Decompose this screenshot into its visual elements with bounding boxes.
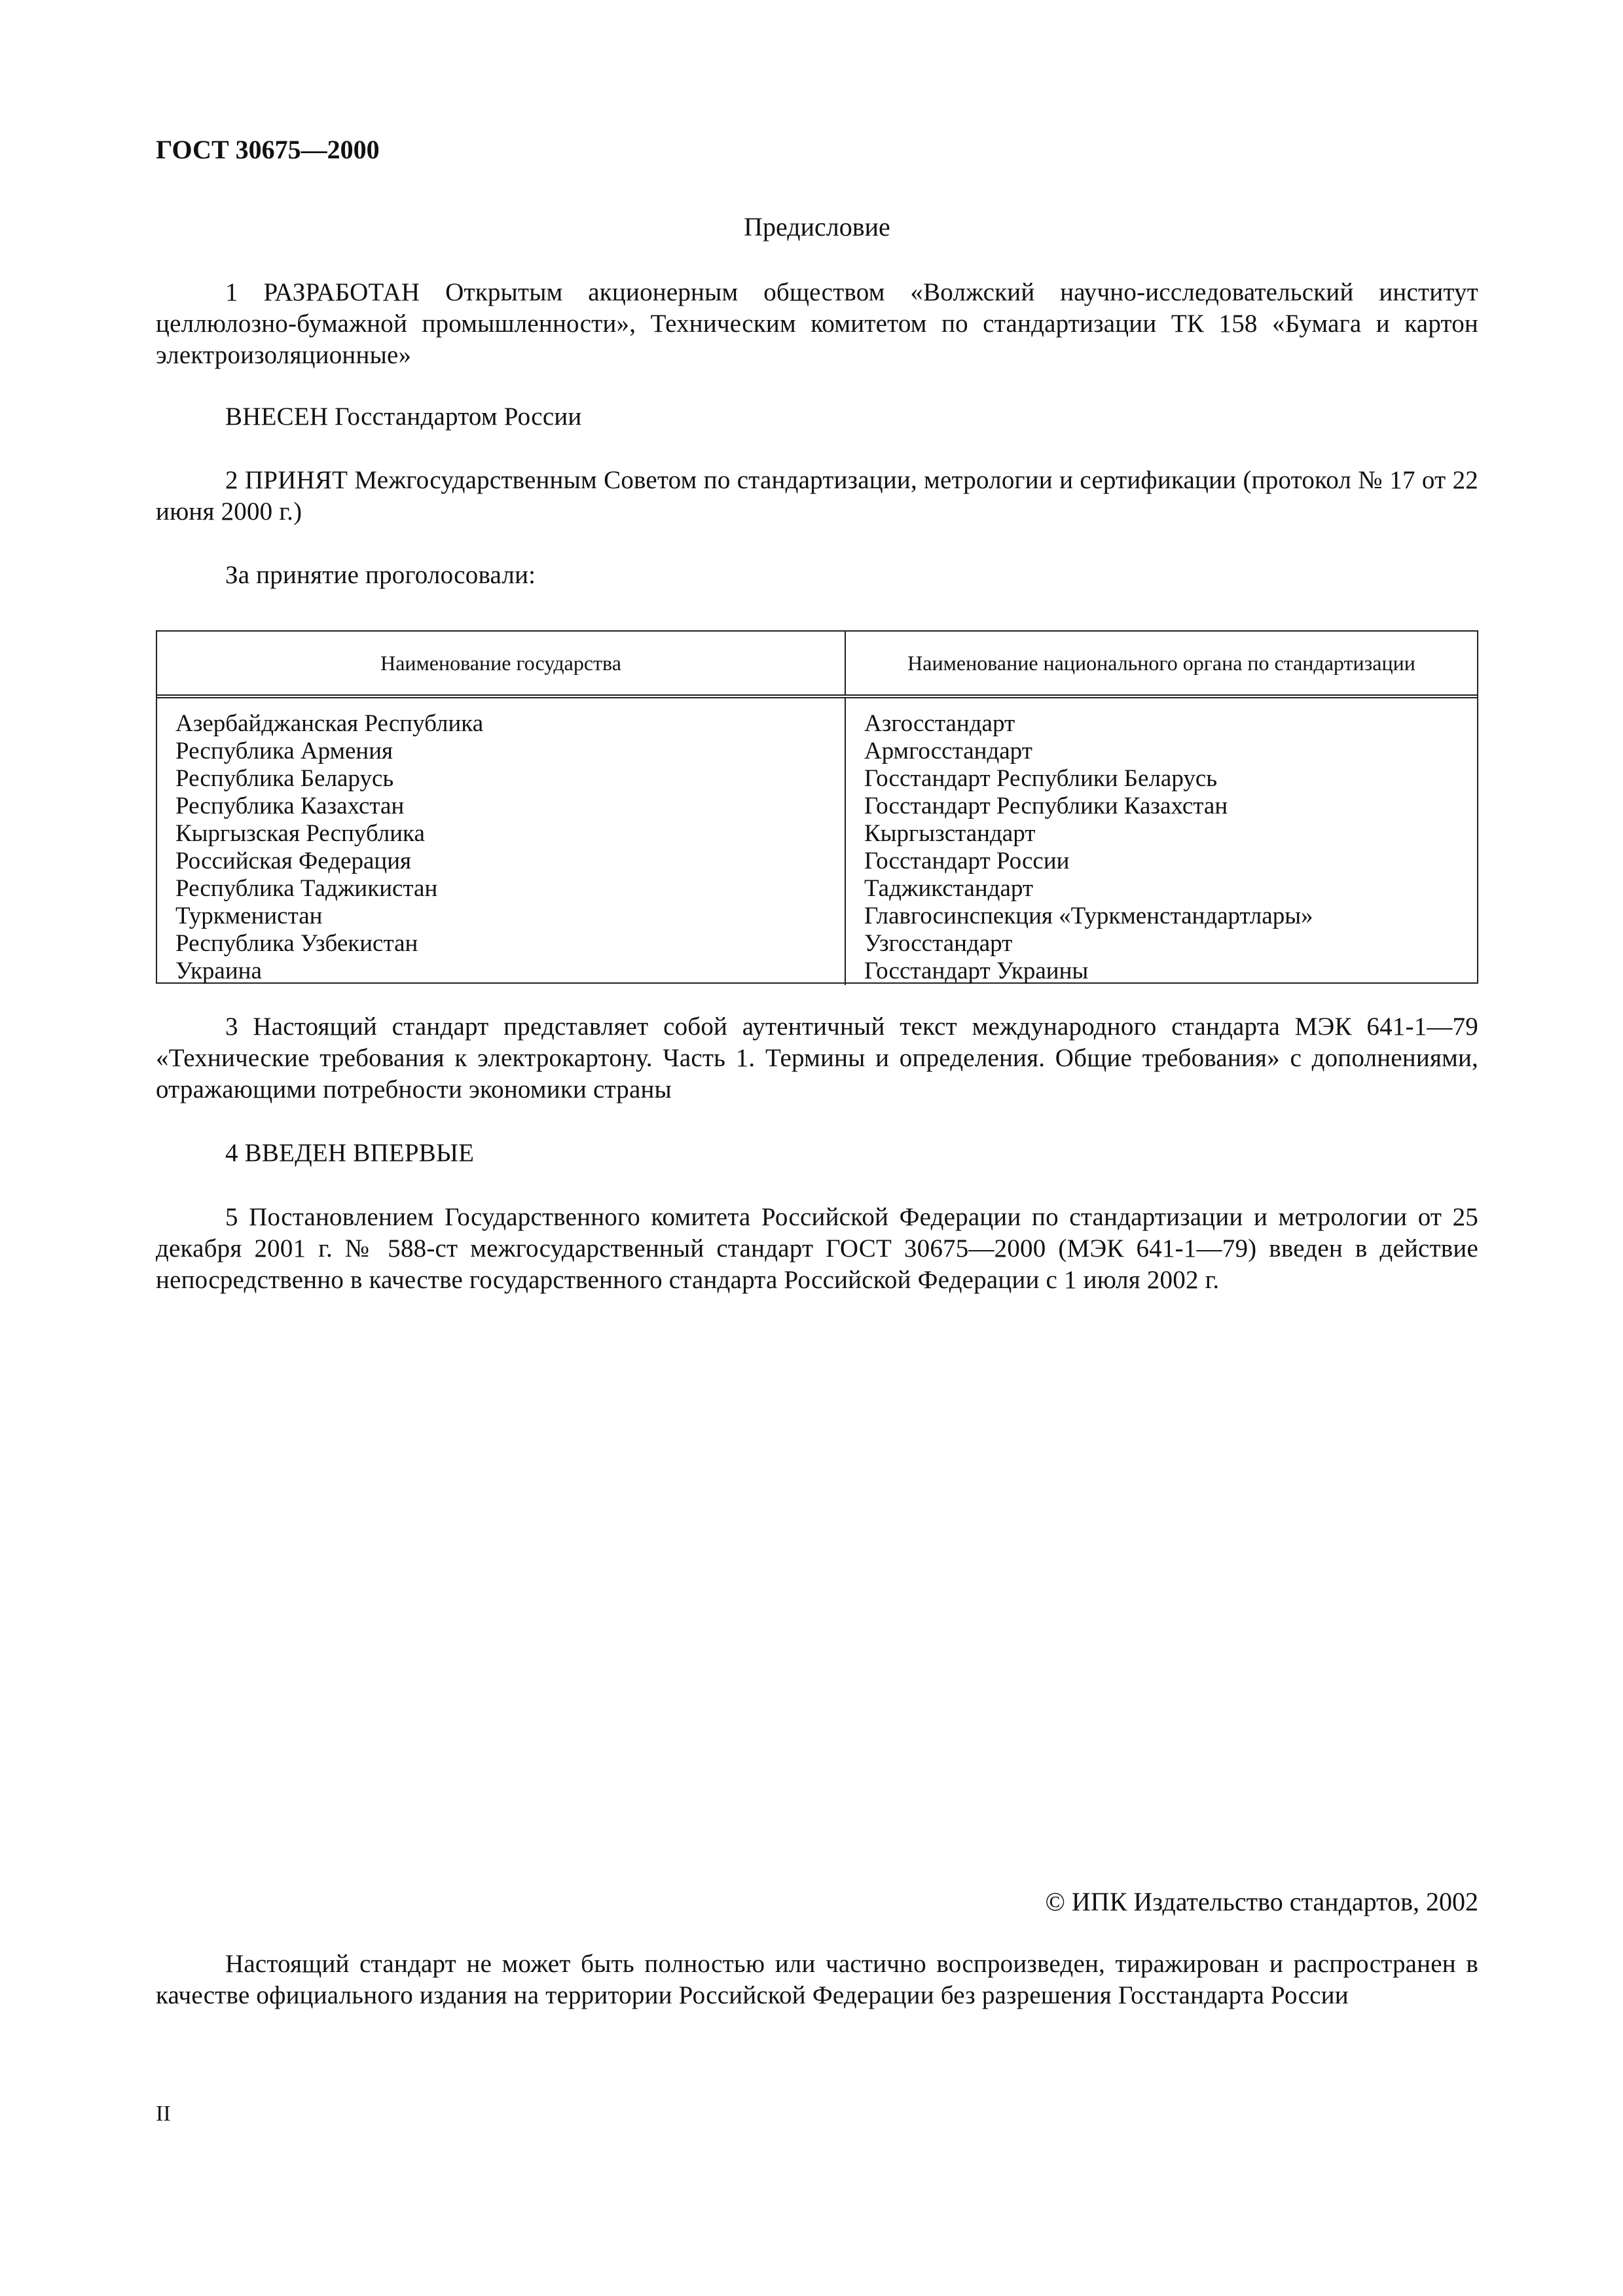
voting-table	[156, 630, 1478, 984]
table-cell-state: Российская Федерация	[175, 848, 412, 874]
table-cell-state: Украина	[175, 958, 262, 984]
paragraph-developed: 1 РАЗРАБОТАН Открытым акционерным обществом «Волжский научно-исследовательский институт целлюлозно-бумажной промышленности», Техническим комитетом по стандартизации ТК 158 «Бумага и картон электроизоляционные»	[156, 278, 1478, 369]
copyright-line: © ИПК Издательство стандартов, 2002	[1045, 1887, 1478, 1916]
table-cell-body: Госстандарт Республики Казахстан	[864, 793, 1228, 819]
paragraph-resolution: 5 Постановлением Государственного комитета Российской Федерации по стандартизации и метрологии от 25 декабря 2001 г. № 588-ст межгосударственный стандарт ГОСТ 30675—2000 (МЭК 641-1—79) введен в действие непосредственно в качестве государственного стандарта Российской Федерации с 1 июля 2002 г.	[156, 1203, 1478, 1294]
standards-bodies-column	[845, 696, 1477, 985]
voting-table-grid	[157, 632, 1477, 985]
paragraph-adopted: 2 ПРИНЯТ Межгосударственным Советом по стандартизации, метрологии и сертификации (протокол № 17 от 22 июня 2000 г.)	[156, 466, 1478, 526]
header-standards-body: Наименование национального органа по стандартизации	[845, 632, 1477, 696]
table-cell-state: Республика Армения	[175, 738, 393, 764]
table-cell-state: Азербайджанская Республика	[175, 710, 484, 737]
table-cell-body: Госстандарт Украины	[864, 958, 1089, 984]
table-cell-state: Республика Узбекистан	[175, 930, 418, 957]
table-cell-state: Республика Таджикистан	[175, 875, 438, 902]
table-cell-state: Республика Беларусь	[175, 765, 394, 792]
table-cell-body: Госстандарт Республики Беларусь	[864, 765, 1218, 792]
paragraph-introduced: ВНЕСЕН Госстандартом России	[225, 403, 582, 431]
table-cell-state: Республика Казахстан	[175, 793, 405, 819]
table-cell-state: Туркменистан	[175, 903, 323, 929]
document-code: ГОСТ 30675—2000	[156, 135, 380, 164]
paragraph-authentic-text: 3 Настоящий стандарт представляет собой аутентичный текст международного стандарта МЭК 641-1—79 «Технические требования к электрокартону. Часть 1. Термины и определения. Общие требования» с дополнениями, отражающими потребности экономики страны	[156, 1013, 1478, 1103]
state-names-column	[157, 696, 845, 985]
table-cell-body: Главгосинспекция «Туркменстандартлары»	[864, 903, 1313, 929]
table-cell-body: Армгосстандарт	[864, 738, 1032, 764]
table-cell-body: Госстандарт России	[864, 848, 1070, 874]
table-cell-state: Кыргызская Республика	[175, 820, 425, 847]
table-cell-body: Азгосстандарт	[864, 710, 1015, 737]
page-number: II	[156, 2102, 171, 2126]
paragraph-first-introduced: 4 ВВЕДЕН ВПЕРВЫЕ	[225, 1139, 475, 1167]
header-state-name: Наименование государства	[157, 632, 845, 696]
table-header-row	[157, 632, 1477, 696]
paragraph-voted: За принятие проголосовали:	[225, 561, 536, 589]
foreword-title: Предисловие	[744, 212, 890, 242]
reproduction-notice: Настоящий стандарт не может быть полностью или частично воспроизведен, тиражирован и распространен в качестве официального издания на территории Российской Федерации без разрешения Госстандарта России	[156, 1950, 1478, 2009]
table-body-row	[157, 696, 1477, 985]
table-cell-body: Кыргызстандарт	[864, 820, 1036, 847]
table-cell-body: Узгосстандарт	[864, 930, 1013, 957]
table-cell-body: Таджикстандарт	[864, 875, 1034, 902]
